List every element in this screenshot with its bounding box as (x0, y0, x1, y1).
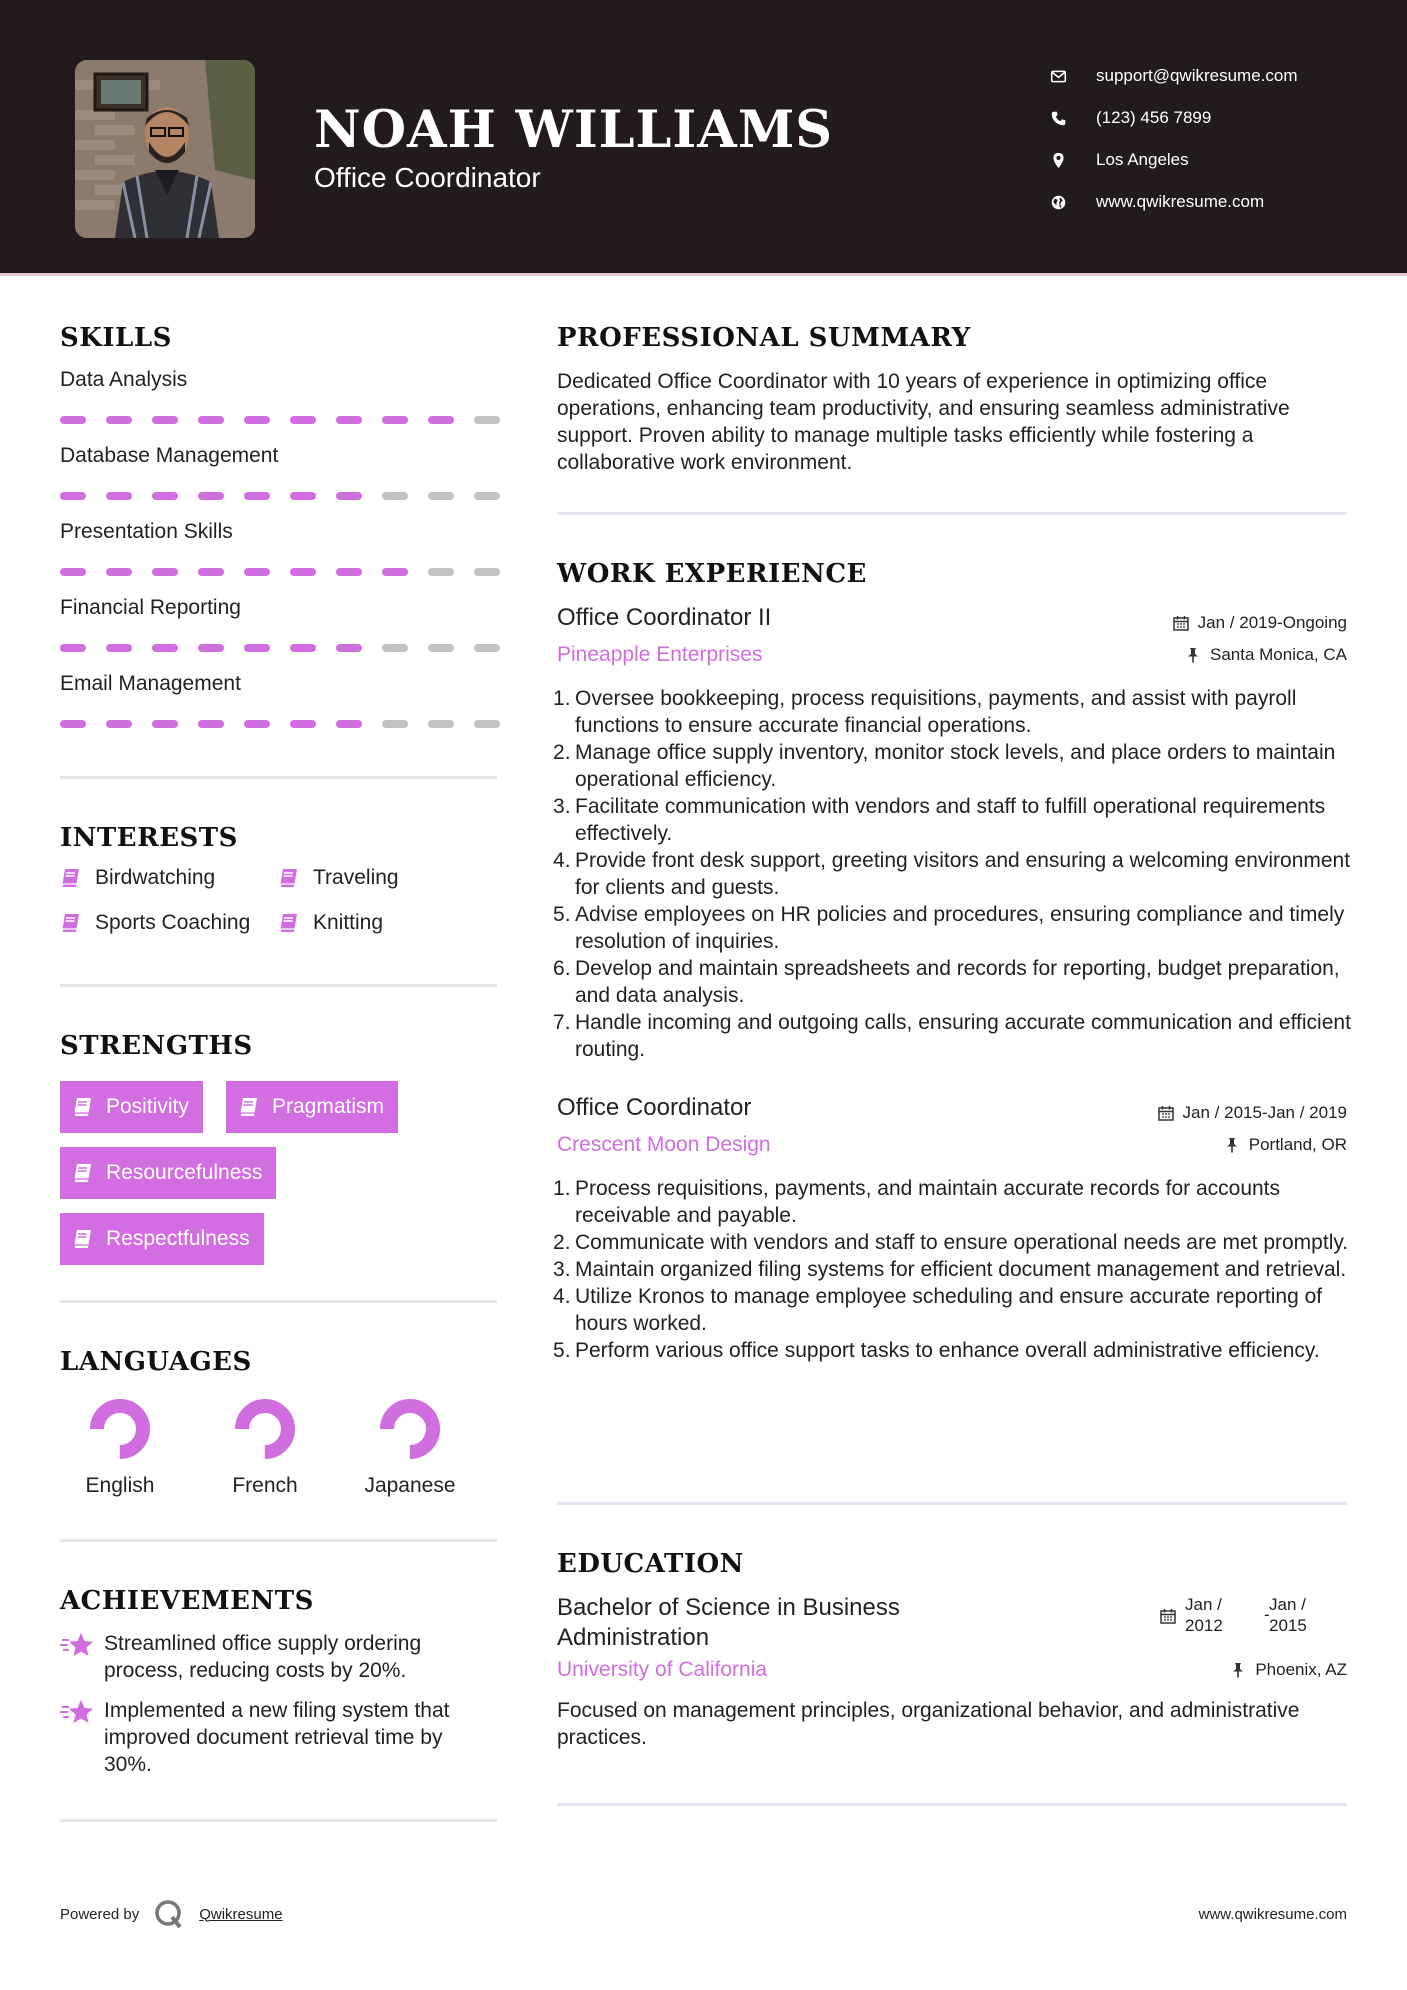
star-icon (60, 1632, 94, 1658)
contact-website[interactable] (1050, 181, 1370, 223)
skill-level-dot (428, 568, 454, 576)
skill-level-dot (336, 492, 362, 500)
skill-level-dot (60, 568, 86, 576)
qwikresume-logo-icon (153, 1898, 185, 1930)
achievement-item: Streamlined office supply ordering process, reducing costs by 20%. (60, 1630, 480, 1684)
skill-level-dot (474, 644, 500, 652)
skill-name: Email Management (60, 672, 241, 695)
skill-level-dot (198, 568, 224, 576)
skill-level-dot (244, 492, 270, 500)
pushpin-icon (1185, 647, 1201, 663)
skill-item (60, 368, 500, 424)
candidate-title: Office Coordinator (314, 162, 541, 193)
skill-level-dot (198, 492, 224, 500)
skill-level-dot (152, 492, 178, 500)
duty-item: Manage office supply inventory, monitor stock levels, and place orders to maintain operational efficiency. (575, 741, 1336, 791)
skill-name: Data Analysis (60, 368, 188, 391)
interest-item: Traveling (278, 866, 399, 890)
skill-item (60, 444, 500, 500)
duty-item: Utilize Kronos to manage employee scheduling and ensure accurate reporting of hours worked. (575, 1285, 1323, 1335)
job-dates: Jan / 2019-Ongoing (1173, 613, 1347, 633)
calendar-icon (1158, 1105, 1174, 1121)
footer-powered-by: Powered by Qwikresume (60, 1898, 283, 1930)
calendar-icon (1173, 615, 1189, 631)
strength-tag: Positivity (60, 1081, 203, 1133)
language-level-ring (234, 1398, 296, 1460)
skill-level-dot (152, 720, 178, 728)
skill-item (60, 596, 500, 652)
skill-level-dot (474, 568, 500, 576)
skill-level-dot (244, 720, 270, 728)
skill-level-dot (152, 644, 178, 652)
map-pin-icon (1050, 152, 1080, 169)
skill-level-meter (60, 568, 500, 576)
divider (557, 512, 1347, 515)
language-item: English (60, 1398, 180, 1498)
company-name: Pineapple Enterprises (557, 643, 763, 666)
interest-item: Sports Coaching (60, 911, 250, 935)
skills-heading: SKILLS (60, 323, 172, 353)
skill-level-dot (244, 568, 270, 576)
skill-level-dot (290, 416, 316, 424)
duty-item: Communicate with vendors and staff to ensure operational needs are met promptly. (575, 1231, 1349, 1254)
skill-level-dot (244, 644, 270, 652)
divider (60, 776, 497, 779)
job-title: Office Coordinator (557, 1094, 752, 1121)
skill-level-dot (152, 416, 178, 424)
skill-level-dot (106, 644, 132, 652)
book-icon (238, 1096, 260, 1118)
skill-level-dot (336, 568, 362, 576)
skill-level-dot (290, 644, 316, 652)
footer-website[interactable]: www.qwikresume.com (1198, 1906, 1347, 1923)
job-location: Portland, OR (1224, 1135, 1347, 1155)
skill-level-meter (60, 416, 500, 424)
skill-name: Database Management (60, 444, 279, 467)
summary-heading: PROFESSIONAL SUMMARY (557, 323, 971, 353)
duty-item: Oversee bookkeeping, process requisitions, payments, and assist with payroll functions to ensure accurate financial operations. (575, 687, 1297, 737)
skill-level-dot (474, 492, 500, 500)
job-duties-list (575, 685, 1365, 1063)
achievements-heading: ACHIEVEMENTS (60, 1586, 314, 1616)
star-icon (60, 1699, 94, 1725)
job-duties-list (575, 1175, 1365, 1364)
skill-level-dot (60, 644, 86, 652)
divider (557, 1502, 1347, 1505)
skill-level-dot (428, 644, 454, 652)
skill-level-dot (60, 492, 86, 500)
phone-icon (1050, 110, 1080, 127)
company-name: Crescent Moon Design (557, 1133, 771, 1156)
date-separator: - (1264, 1605, 1270, 1624)
skill-level-dot (428, 492, 454, 500)
language-level-ring (379, 1398, 441, 1460)
duty-item: Handle incoming and outgoing calls, ensuring accurate communication and efficient routing. (575, 1011, 1351, 1061)
skill-level-dot (474, 416, 500, 424)
contact-email[interactable] (1050, 55, 1370, 97)
duty-item: Develop and maintain spreadsheets and records for reporting, budget preparation, and data analysis. (575, 957, 1340, 1007)
book-icon (72, 1096, 94, 1118)
job-dates: Jan / 2015-Jan / 2019 (1158, 1103, 1347, 1123)
skill-level-dot (428, 416, 454, 424)
book-icon (60, 912, 82, 934)
divider (60, 1300, 497, 1303)
interests-heading: INTERESTS (60, 823, 238, 853)
skill-level-meter (60, 720, 500, 728)
divider (60, 1539, 497, 1542)
skill-level-dot (60, 416, 86, 424)
divider (60, 984, 497, 987)
skill-level-dot (106, 720, 132, 728)
skill-level-dot (336, 720, 362, 728)
skill-level-dot (382, 492, 408, 500)
skill-level-dot (106, 568, 132, 576)
degree-title: Bachelor of Science in Business Administration (557, 1594, 900, 1651)
education-heading: EDUCATION (557, 1549, 744, 1579)
strengths-heading: STRENGTHS (60, 1031, 253, 1061)
strength-tag: Pragmatism (226, 1081, 398, 1133)
skill-level-dot (198, 644, 224, 652)
strength-tag: Respectfulness (60, 1213, 264, 1265)
language-item: French (205, 1398, 325, 1498)
skill-level-dot (290, 568, 316, 576)
brand-link[interactable]: Qwikresume (199, 1905, 283, 1923)
strength-tag: Resourcefulness (60, 1147, 276, 1199)
skill-name: Presentation Skills (60, 520, 233, 543)
job-title: Office Coordinator II (557, 604, 772, 631)
summary-text: Dedicated Office Coordinator with 10 years of experience in optimizing office operations, enhancing team productivity, and ensuring seamless administrative support. Proven ability to manage multiple tasks efficiently while fostering a collaborative work environment. (557, 370, 1290, 474)
achievement-item: Implemented a new filing system that improved document retrieval time by 30%. (60, 1697, 480, 1778)
skill-level-dot (336, 644, 362, 652)
contact-list (1050, 55, 1370, 223)
skill-level-dot (290, 492, 316, 500)
skill-level-meter (60, 492, 500, 500)
skill-level-dot (106, 416, 132, 424)
skill-level-dot (382, 568, 408, 576)
duty-item: Process requisitions, payments, and maintain accurate records for accounts receivable and payable. (575, 1177, 1281, 1227)
calendar-icon (1160, 1608, 1176, 1624)
book-icon (278, 912, 300, 934)
contact-website-text: www.qwikresume.com (1096, 192, 1265, 211)
skill-level-dot (106, 492, 132, 500)
book-icon (60, 867, 82, 889)
contact-location (1050, 139, 1370, 181)
divider (557, 1803, 1347, 1806)
contact-phone[interactable] (1050, 97, 1370, 139)
education-start-date: Jan / 2012 (1185, 1595, 1223, 1635)
skill-level-dot (152, 568, 178, 576)
skill-level-dot (474, 720, 500, 728)
skill-item (60, 672, 500, 728)
skill-level-dot (290, 720, 316, 728)
pushpin-icon (1224, 1137, 1240, 1153)
pushpin-icon (1230, 1662, 1246, 1678)
skill-level-dot (198, 720, 224, 728)
duty-item: Facilitate communication with vendors and staff to fulfill operational requirements effectively. (575, 795, 1326, 845)
skill-level-dot (382, 416, 408, 424)
languages-heading: LANGUAGES (60, 1347, 252, 1377)
skill-level-dot (60, 720, 86, 728)
skill-item (60, 520, 500, 576)
skill-name: Financial Reporting (60, 596, 241, 619)
duty-item: Maintain organized filing systems for efficient document management and retrieval. (575, 1258, 1347, 1281)
skill-level-dot (336, 416, 362, 424)
education-end-date: Jan / 2015 (1269, 1595, 1307, 1635)
book-icon (72, 1228, 94, 1250)
envelope-icon (1050, 68, 1080, 85)
skill-level-dot (198, 416, 224, 424)
interest-item: Birdwatching (60, 866, 215, 890)
header (0, 0, 1407, 276)
book-icon (72, 1162, 94, 1184)
duty-item: Advise employees on HR policies and procedures, ensuring compliance and timely resolution of inquiries. (575, 903, 1345, 953)
globe-icon (1050, 194, 1080, 211)
language-level-ring (89, 1398, 151, 1460)
language-item: Japanese (350, 1398, 470, 1498)
book-icon (278, 867, 300, 889)
education-location: Phoenix, AZ (1230, 1660, 1347, 1680)
skill-level-dot (382, 644, 408, 652)
candidate-name: NOAH WILLIAMS (314, 100, 834, 160)
duty-item: Perform various office support tasks to enhance overall administrative efficiency. (575, 1339, 1320, 1362)
skill-level-dot (244, 416, 270, 424)
skill-level-meter (60, 644, 500, 652)
experience-heading: WORK EXPERIENCE (557, 559, 867, 589)
job-location: Santa Monica, CA (1185, 645, 1347, 665)
profile-photo (75, 60, 255, 238)
contact-location-text: Los Angeles (1096, 150, 1189, 169)
education-description: Focused on management principles, organizational behavior, and administrative practices. (557, 1699, 1300, 1749)
skill-level-dot (428, 720, 454, 728)
school-name: University of California (557, 1658, 768, 1681)
contact-email-text: support@qwikresume.com (1096, 66, 1298, 85)
interest-item: Knitting (278, 911, 383, 935)
skill-level-dot (382, 720, 408, 728)
duty-item: Provide front desk support, greeting visitors and ensuring a welcoming environment for clients and guests. (575, 849, 1351, 899)
divider (60, 1819, 497, 1822)
contact-phone-text: (123) 456 7899 (1096, 108, 1212, 127)
